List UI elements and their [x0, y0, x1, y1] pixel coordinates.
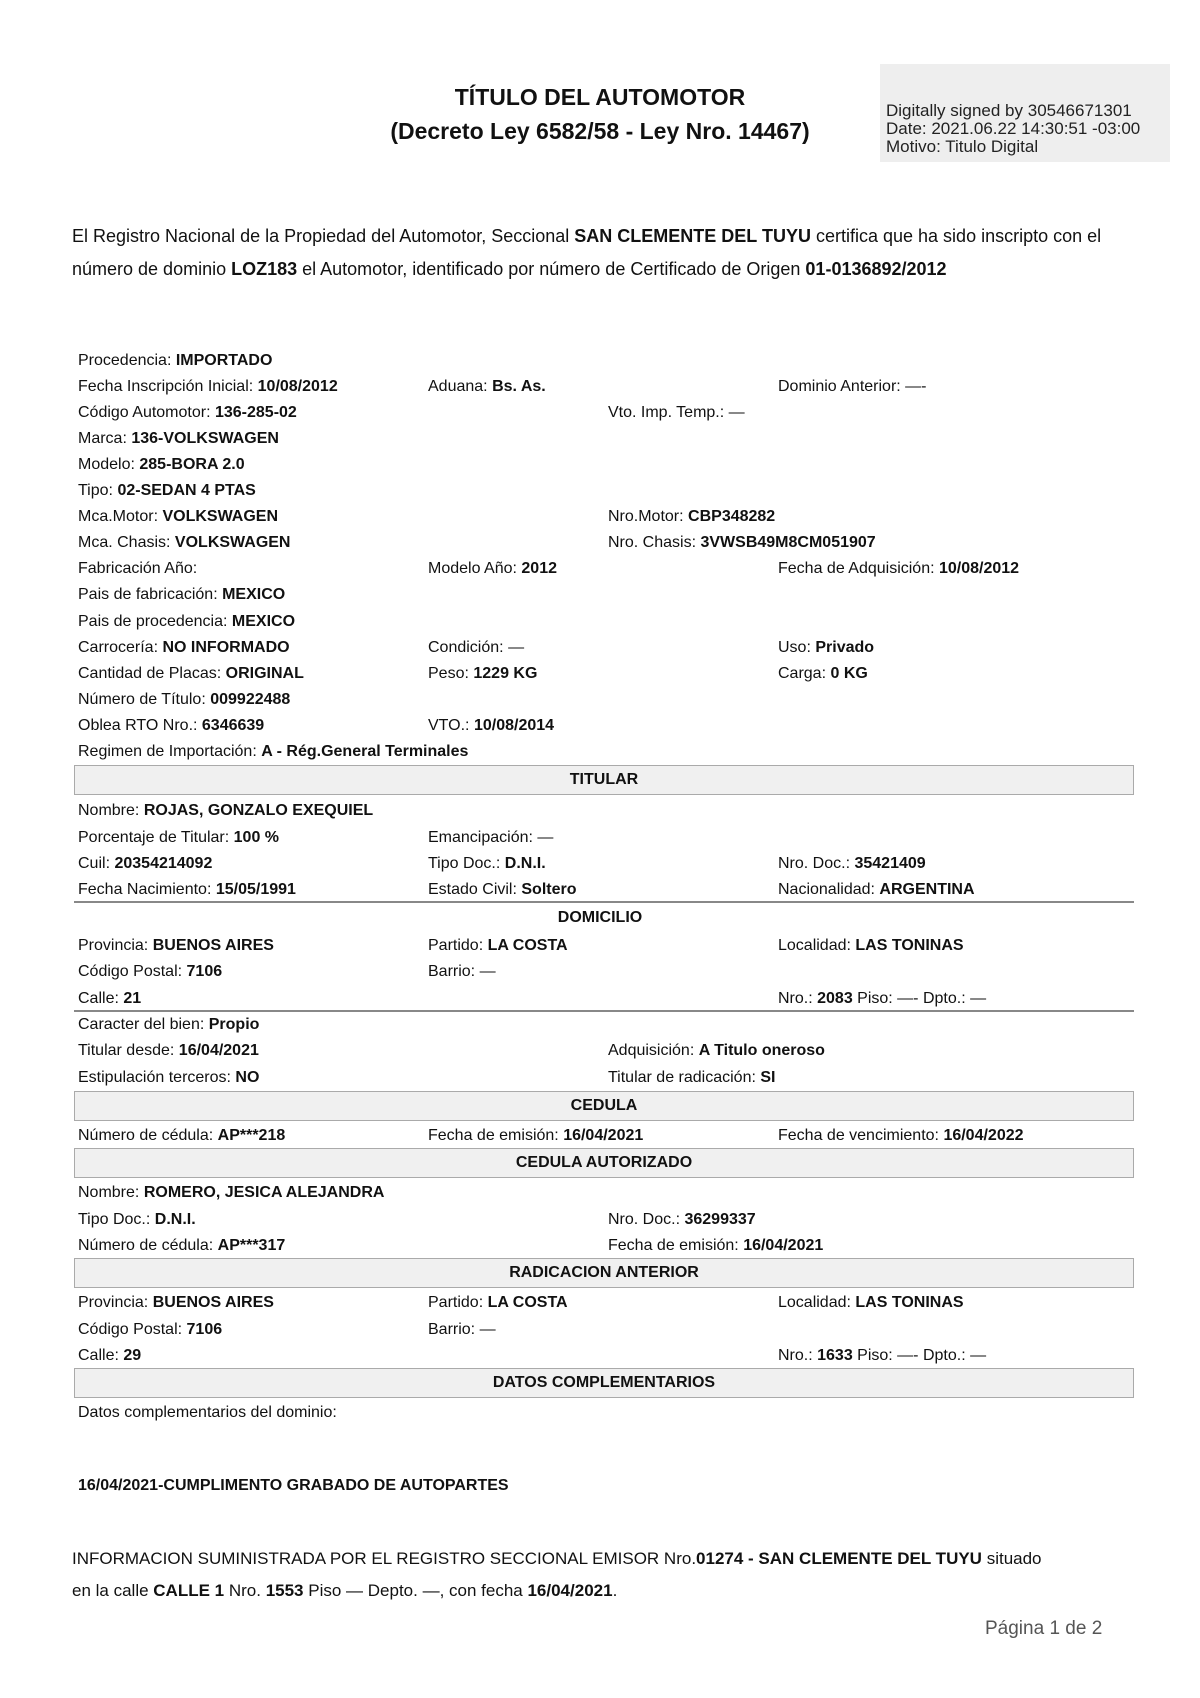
section-header-titular: TITULAR: [74, 765, 1134, 795]
field-nro-piso-dpto: Nro.: 2083 Piso: —- Dpto.: —: [778, 990, 987, 1007]
field-modelo: Modelo: 285-BORA 2.0: [78, 456, 245, 473]
field-rad-provincia: Provincia: BUENOS AIRES: [78, 1294, 274, 1311]
complementarios-label: Datos complementarios del dominio:: [78, 1404, 337, 1421]
field-titular-desde: Titular desde: 16/04/2021: [78, 1042, 259, 1059]
section-header-cedula-autorizado: CEDULA AUTORIZADO: [74, 1148, 1134, 1178]
field-fecha-adquisicion: Fecha de Adquisición: 10/08/2012: [778, 560, 1020, 577]
field-titular-radicacion: Titular de radicación: SI: [608, 1069, 776, 1086]
intro-text: el Automotor, identificado por número de Certificado de Origen: [297, 258, 806, 279]
section-header-datos-complementarios: DATOS COMPLEMENTARIOS: [74, 1368, 1134, 1398]
section-header-cedula: CEDULA: [74, 1091, 1134, 1121]
signature-date: Date: 2021.06.22 14:30:51 -03:00: [886, 119, 1141, 138]
field-partido: Partido: LA COSTA: [428, 937, 568, 954]
field-codigo-automotor: Código Automotor: 136-285-02: [78, 404, 297, 421]
dominio-number: LOZ183: [231, 258, 298, 279]
document-title: TÍTULO DEL AUTOMOTOR: [454, 84, 746, 110]
field-vto-imp-temp: Vto. Imp. Temp.: —: [608, 404, 745, 421]
field-tipo: Tipo: 02-SEDAN 4 PTAS: [78, 482, 256, 499]
intro-text: El Registro Nacional de la Propiedad del Automotor, Seccional: [72, 226, 575, 246]
field-marca: Marca: 136-VOLKSWAGEN: [78, 430, 279, 447]
field-tipo-doc: Tipo Doc.: D.N.I.: [428, 855, 546, 872]
section-header-domicilio: DOMICILIO: [557, 909, 643, 926]
field-numero-cedula: Número de cédula: AP***218: [78, 1127, 286, 1144]
field-nacionalidad: Nacionalidad: ARGENTINA: [778, 881, 975, 898]
field-fecha-vencimiento: Fecha de vencimiento: 16/04/2022: [778, 1127, 1024, 1144]
footer-line-1: INFORMACION SUMINISTRADA POR EL REGISTRO SECCIONAL EMISOR Nro.01274 - SAN CLEMENTE DEL TUYU situado: [72, 1549, 1042, 1568]
field-fecha-emision: Fecha de emisión: 16/04/2021: [428, 1127, 644, 1144]
field-autorizado-numero-cedula: Número de cédula: AP***317: [78, 1237, 286, 1254]
complementarios-entry: 16/04/2021-CUMPLIMENTO GRABADO DE AUTOPARTES: [78, 1477, 509, 1494]
field-cuil: Cuil: 20354214092: [78, 855, 213, 872]
field-modelo-anio: Modelo Año: 2012: [428, 560, 557, 577]
field-provincia: Provincia: BUENOS AIRES: [78, 937, 274, 954]
field-autorizado-nro-doc: Nro. Doc.: 36299337: [608, 1211, 756, 1228]
field-procedencia: Procedencia: IMPORTADO: [78, 352, 273, 369]
field-carga: Carga: 0 KG: [778, 665, 868, 682]
field-calle: Calle: 21: [78, 990, 142, 1007]
field-autorizado-nombre: Nombre: ROMERO, JESICA ALEJANDRA: [78, 1184, 385, 1201]
field-mca-motor: Mca.Motor: VOLKSWAGEN: [78, 508, 279, 525]
field-aduana: Aduana: Bs. As.: [428, 378, 546, 395]
field-vto: VTO.: 10/08/2014: [428, 717, 555, 734]
field-rad-partido: Partido: LA COSTA: [428, 1294, 568, 1311]
field-rad-localidad: Localidad: LAS TONINAS: [778, 1294, 964, 1311]
field-rad-barrio: Barrio: —: [428, 1321, 496, 1338]
field-autorizado-fecha-emision: Fecha de emisión: 16/04/2021: [608, 1237, 824, 1254]
field-nro-doc: Nro. Doc.: 35421409: [778, 855, 926, 872]
intro-text: certifica que ha sido inscripto con el número de dominio: [72, 226, 1102, 279]
field-condicion: Condición: —: [428, 639, 525, 656]
field-barrio: Barrio: —: [428, 963, 496, 980]
certificado-origen: 01-0136892/2012: [805, 258, 947, 279]
field-rad-codigo-postal: Código Postal: 7106: [78, 1321, 223, 1338]
field-titular-nombre: Nombre: ROJAS, GONZALO EXEQUIEL: [78, 802, 374, 819]
field-adquisicion: Adquisición: A Titulo oneroso: [608, 1042, 825, 1059]
field-fecha-nacimiento: Fecha Nacimiento: 15/05/1991: [78, 881, 296, 898]
field-fecha-inscripcion: Fecha Inscripción Inicial: 10/08/2012: [78, 378, 338, 395]
document-subtitle: (Decreto Ley 6582/58 - Ley Nro. 14467): [390, 118, 810, 144]
field-oblea-rto: Oblea RTO Nro.: 6346639: [78, 717, 265, 734]
field-pais-fabricacion: Pais de fabricación: MEXICO: [78, 586, 286, 603]
field-cantidad-placas: Cantidad de Placas: ORIGINAL: [78, 665, 304, 682]
field-regimen-importacion: Regimen de Importación: A - Rég.General Terminales: [78, 743, 469, 760]
field-pais-procedencia: Pais de procedencia: MEXICO: [78, 613, 296, 630]
digital-signature-box: [880, 64, 1170, 162]
field-porcentaje-titular: Porcentaje de Titular: 100 %: [78, 829, 280, 846]
field-emancipacion: Emancipación: —: [428, 829, 554, 846]
footer-line-2: en la calle CALLE 1 Nro. 1553 Piso — Depto. —, con fecha 16/04/2021.: [72, 1581, 618, 1600]
field-mca-chasis: Mca. Chasis: VOLKSWAGEN: [78, 534, 291, 551]
field-numero-titulo: Número de Título: 009922488: [78, 691, 291, 708]
divider: [74, 1010, 1134, 1012]
field-estado-civil: Estado Civil: Soltero: [428, 881, 577, 898]
page-number: Página 1 de 2: [985, 1618, 1103, 1639]
field-peso: Peso: 1229 KG: [428, 665, 538, 682]
field-caracter-bien: Caracter del bien: Propio: [78, 1016, 260, 1033]
seccional-name: SAN CLEMENTE DEL TUYU: [574, 226, 811, 246]
intro-paragraph: [72, 220, 1142, 285]
field-estipulacion-terceros: Estipulación terceros: NO: [78, 1069, 260, 1086]
field-dominio-anterior: Dominio Anterior: —-: [778, 378, 927, 395]
field-codigo-postal: Código Postal: 7106: [78, 963, 223, 980]
field-fabricacion-anio: Fabricación Año:: [78, 560, 198, 577]
section-header-radicacion-anterior: RADICACION ANTERIOR: [74, 1258, 1134, 1288]
divider: [74, 901, 1134, 903]
field-localidad: Localidad: LAS TONINAS: [778, 937, 964, 954]
field-rad-calle: Calle: 29: [78, 1347, 142, 1364]
field-uso: Uso: Privado: [778, 639, 875, 656]
signature-reason: Motivo: Titulo Digital: [886, 137, 1039, 156]
field-nro-chasis: Nro. Chasis: 3VWSB49M8CM051907: [608, 534, 876, 551]
signature-signer: Digitally signed by 30546671301: [886, 101, 1132, 120]
field-rad-nro-piso-dpto: Nro.: 1633 Piso: —- Dpto.: —: [778, 1347, 987, 1364]
field-carroceria: Carrocería: NO INFORMADO: [78, 639, 290, 656]
field-autorizado-tipo-doc: Tipo Doc.: D.N.I.: [78, 1211, 196, 1228]
field-nro-motor: Nro.Motor: CBP348282: [608, 508, 776, 525]
